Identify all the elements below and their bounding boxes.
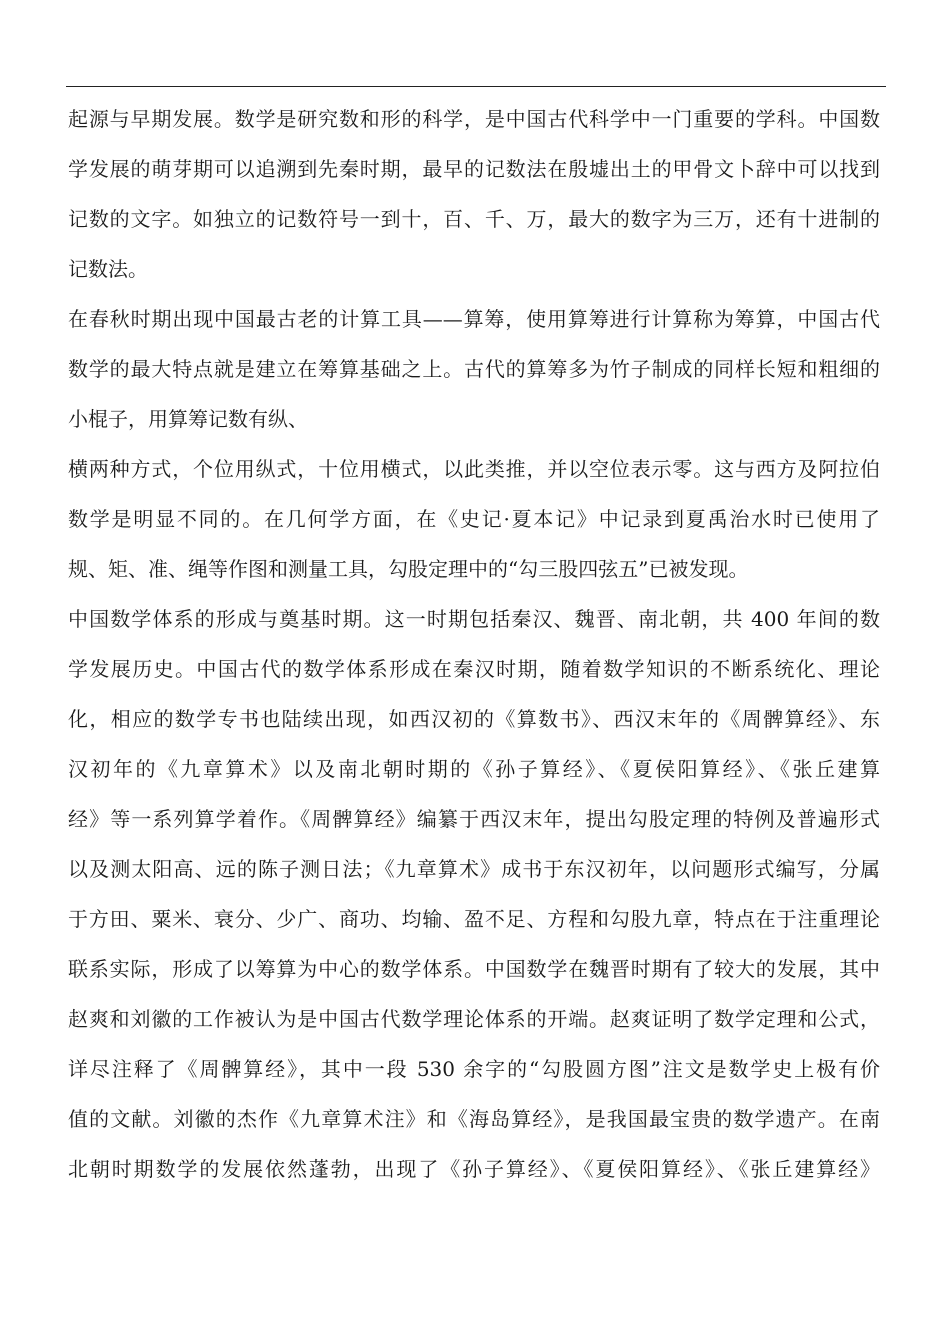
text-line: 记数的文字。如独立的记数符号一到十，百、千、万，最大的数字为三万，还有十进制的	[68, 207, 880, 231]
text-line: 起源与早期发展。数学是研究数和形的科学，是中国古代科学中一门重要的学科。中国数	[68, 107, 880, 131]
text-line: 在春秋时期出现中国最古老的计算工具——算筹，使用算筹进行计算称为筹算，中国古代	[68, 307, 880, 331]
text-line: 于方田、粟米、衰分、少广、商功、均输、盈不足、方程和勾股九章，特点在于注重理论	[68, 907, 880, 931]
text-line: 汉初年的《九章算术》以及南北朝时期的《孙子算经》、《夏侯阳算经》、《张丘建算	[68, 757, 880, 781]
text-line: 经》等一系列算学着作。《周髀算经》编纂于西汉末年，提出勾股定理的特例及普遍形式	[68, 807, 880, 831]
text-line: 化，相应的数学专书也陆续出现，如西汉初的《算数书》、西汉末年的《周髀算经》、东	[68, 707, 880, 731]
text-line: 横两种方式，个位用纵式，十位用横式，以此类推，并以空位表示零。这与西方及阿拉伯	[68, 457, 880, 481]
text-line: 数学的最大特点就是建立在筹算基础之上。古代的算筹多为竹子制成的同样长短和粗细的	[68, 357, 880, 381]
text-line: 记数法。	[68, 257, 148, 281]
document-body	[68, 94, 880, 1194]
text-line: 学发展的萌芽期可以追溯到先秦时期，最早的记数法在殷墟出土的甲骨文卜辞中可以找到	[68, 157, 880, 181]
text-line: 北朝时期数学的发展依然蓬勃，出现了《孙子算经》、《夏侯阳算经》、《张丘建算经》	[68, 1157, 880, 1181]
text-line: 以及测太阳高、远的陈子测日法；《九章算术》成书于东汉初年，以问题形式编写，分属	[68, 857, 880, 881]
text-line: 联系实际，形成了以筹算为中心的数学体系。中国数学在魏晋时期有了较大的发展，其中	[68, 957, 880, 981]
text-line: 赵爽和刘徽的工作被认为是中国古代数学理论体系的开端。赵爽证明了数学定理和公式，	[68, 1007, 880, 1031]
text-line: 数学是明显不同的。在几何学方面，在《史记·夏本记》中记录到夏禹治水时已使用了	[68, 507, 880, 531]
text-line: 值的文献。刘徽的杰作《九章算术注》和《海岛算经》，是我国最宝贵的数学遗产。在南	[68, 1107, 880, 1131]
text-line: 小棍子，用算筹记数有纵、	[68, 407, 308, 431]
text-line: 规、矩、准、绳等作图和测量工具，勾股定理中的“勾三股四弦五”已被发现。	[68, 557, 749, 581]
text-line: 详尽注释了《周髀算经》，其中一段 530 余字的“勾股圆方图”注文是数学史上极有价	[68, 1057, 880, 1081]
text-line: 学发展历史。中国古代的数学体系形成在秦汉时期，随着数学知识的不断系统化、理论	[68, 657, 880, 681]
text-line: 中国数学体系的形成与奠基时期。这一时期包括秦汉、魏晋、南北朝，共 400 年间的数	[68, 607, 880, 631]
header-divider	[66, 86, 886, 87]
